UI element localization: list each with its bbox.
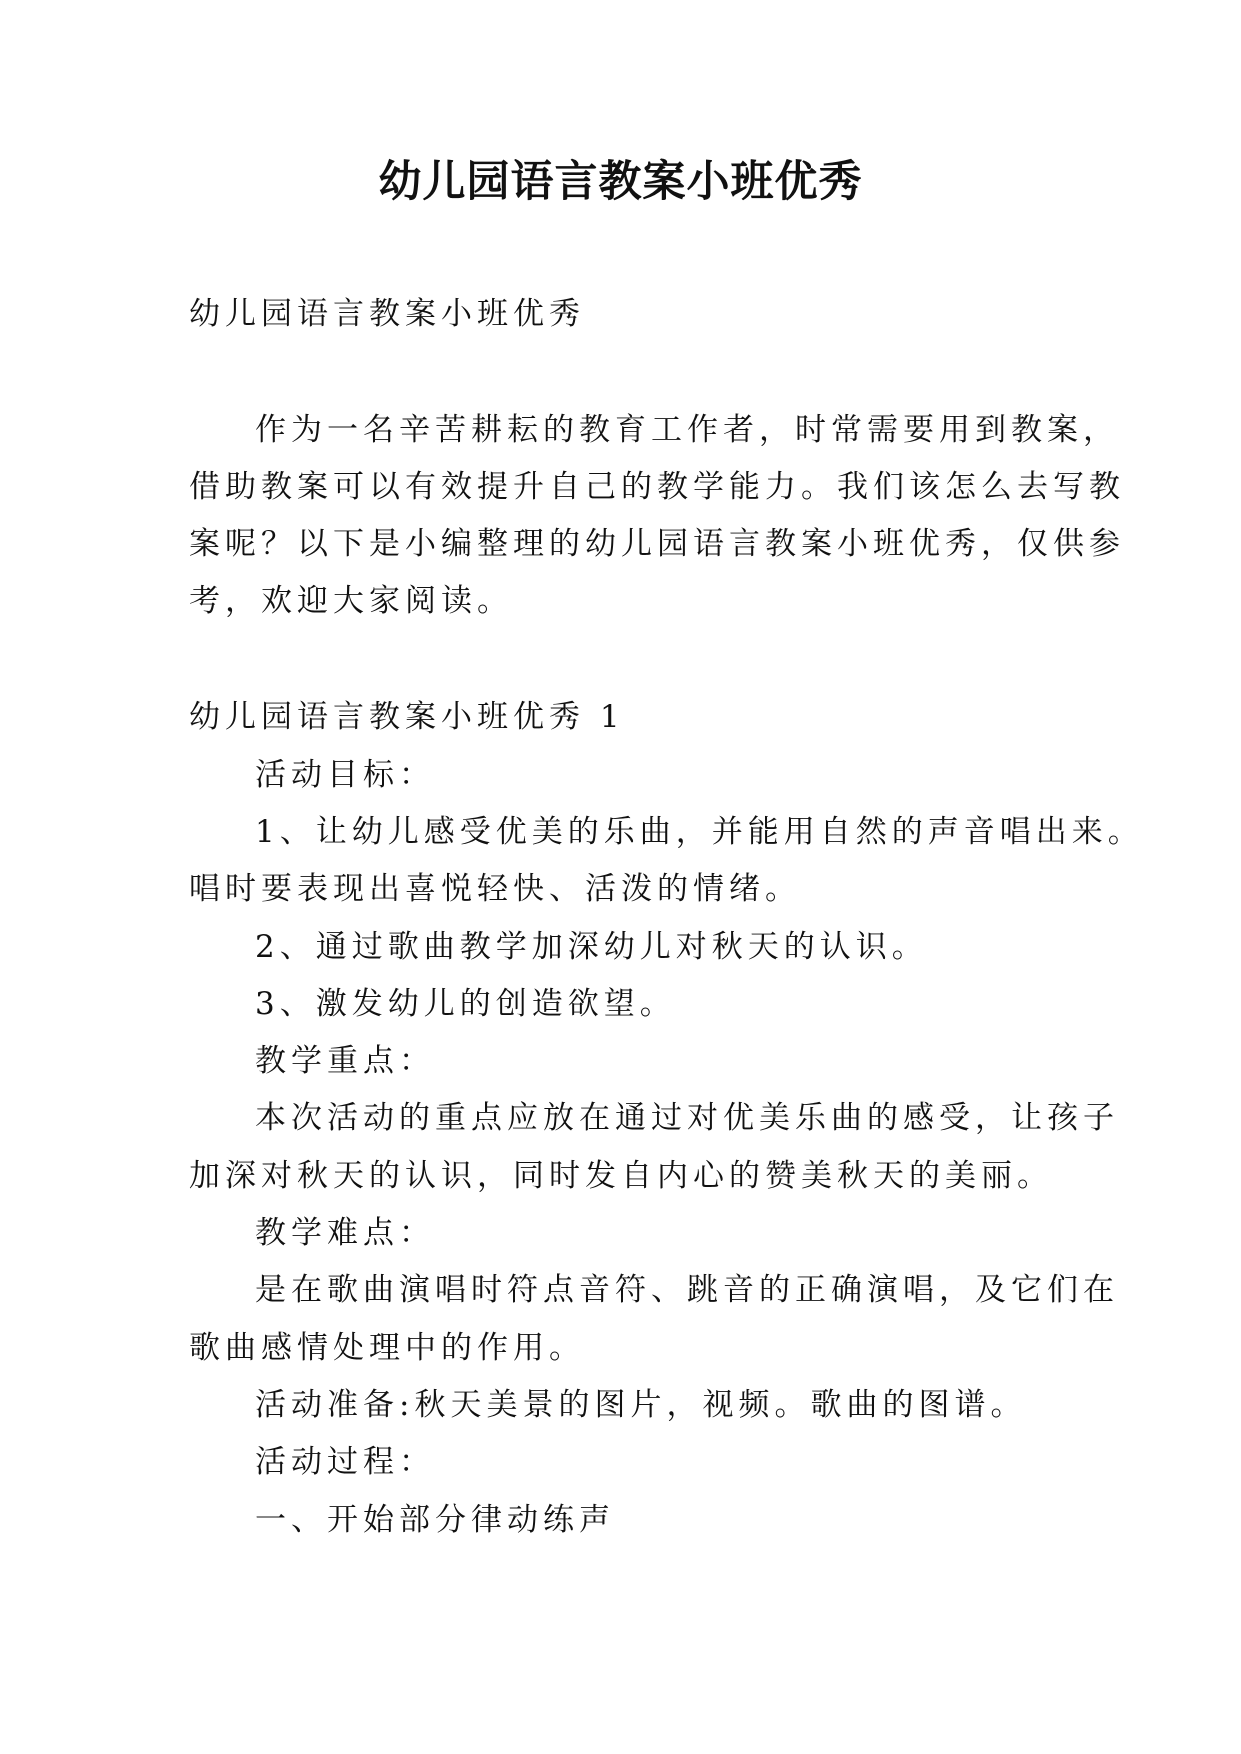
body-line: 2、通过歌曲教学加深幼儿对秋天的认识。 [255,929,928,965]
body-line: 活动准备:秋天美景的图片，视频。歌曲的图谱。 [255,1387,1027,1423]
document-title: 幼儿园语言教案小班优秀 [378,157,863,207]
intro-line: 考，欢迎大家阅读。 [189,583,513,619]
intro-line: 作为一名辛苦耕耘的教育工作者，时常需要用到教案， [255,412,1119,448]
document-subtitle: 幼儿园语言教案小班优秀 [189,296,585,332]
body-line: 教学难点： [255,1215,435,1251]
body-line: 3、激发幼儿的创造欲望。 [255,986,676,1022]
body-line: 唱时要表现出喜悦轻快、活泼的情绪。 [189,871,801,907]
intro-line: 案呢？以下是小编整理的幼儿园语言教案小班优秀，仅供参 [189,526,1125,562]
body-line: 本次活动的重点应放在通过对优美乐曲的感受，让孩子 [255,1100,1119,1136]
body-line: 教学重点： [255,1043,435,1079]
body-line: 一、开始部分律动练声 [255,1502,615,1538]
body-line: 加深对秋天的认识，同时发自内心的赞美秋天的美丽。 [189,1158,1053,1194]
body-line: 是在歌曲演唱时符点音符、跳音的正确演唱，及它们在 [255,1272,1119,1308]
body-line: 活动过程： [255,1444,435,1480]
body-line: 1、让幼儿感受优美的乐曲，并能用自然的声音唱出来。 [255,814,1144,850]
intro-line: 借助教案可以有效提升自己的教学能力。我们该怎么去写教 [189,469,1125,505]
section-heading: 幼儿园语言教案小班优秀 1 [189,699,625,735]
body-line: 歌曲感情处理中的作用。 [189,1330,585,1366]
body-line: 活动目标： [255,757,435,793]
